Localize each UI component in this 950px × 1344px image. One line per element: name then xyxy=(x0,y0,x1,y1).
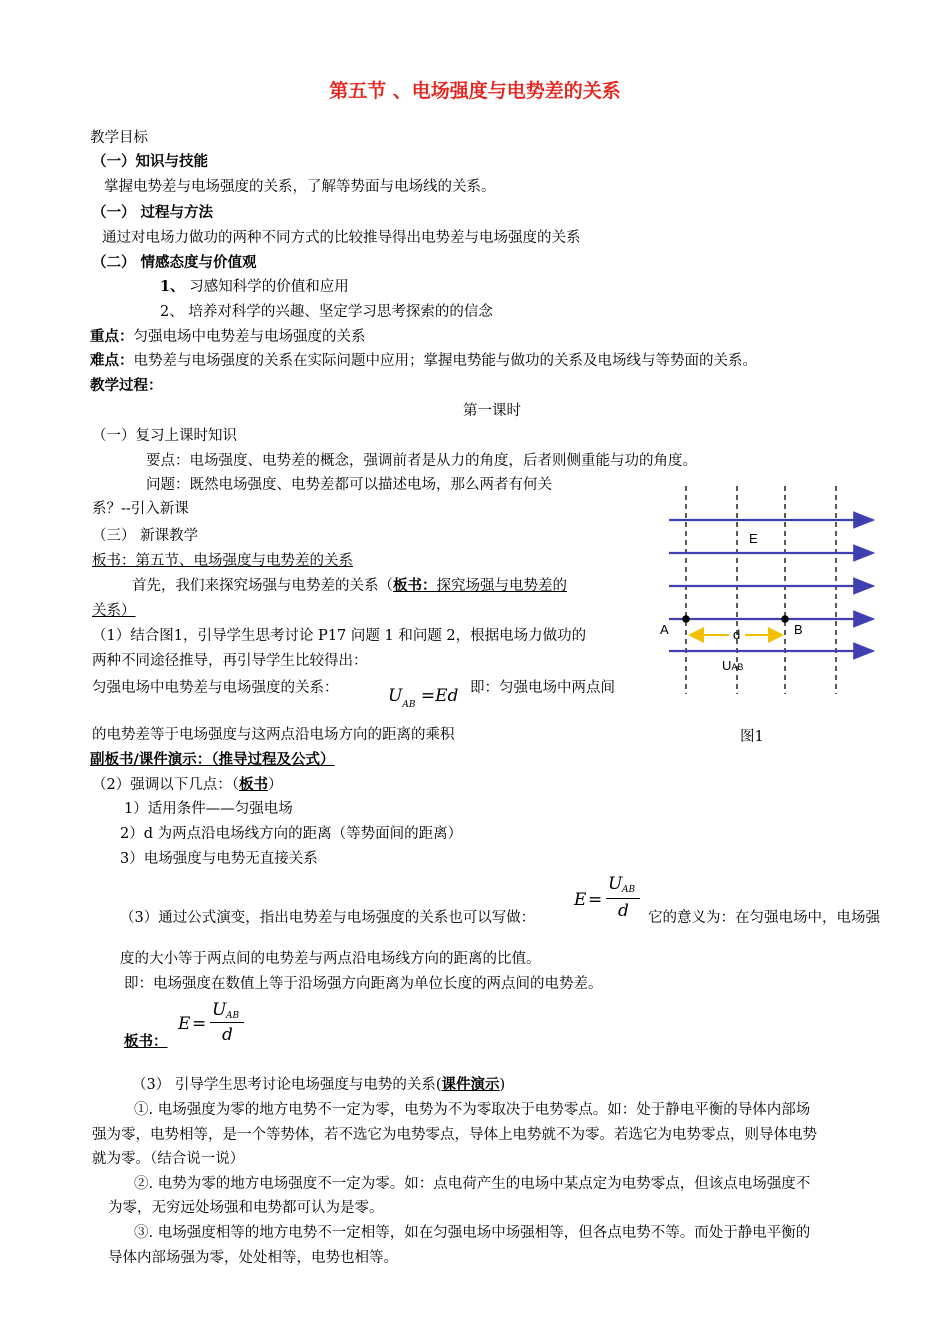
point-a xyxy=(682,615,690,623)
attitude-item-1-text: 习感知科学的价值和应用 xyxy=(189,279,349,295)
step1-line-3-prefix: 匀强电场中电势差与电场强度的关系： xyxy=(92,680,339,696)
step1-line-2: 两种不同途径推导，再引导学生比较得出： xyxy=(92,653,368,669)
process-section-heading: 教学过程： xyxy=(90,378,163,394)
formula1-rhs: Ed xyxy=(435,686,459,706)
board-formula-e xyxy=(176,998,256,1050)
voltage-label-u: U xyxy=(722,658,732,673)
step4-heading-suffix: ) xyxy=(499,1077,506,1093)
step1-line-3-suffix: 即：匀强电场中两点间 xyxy=(470,680,615,696)
point-b xyxy=(781,615,789,623)
claim-3-line-1: ③. 电场强度相等的地方电势不一定相等，如在匀强电场中场强相等，但各点电势不等。而处于静电平衡的 xyxy=(134,1225,811,1241)
claim-1-line-3: 就为零。（结合说一说） xyxy=(92,1151,245,1167)
formula2-eq: = xyxy=(192,1014,207,1034)
review-heading: （一）复习上课时知识 xyxy=(92,428,237,444)
knowledge-heading: （一）知识与技能 xyxy=(92,154,208,170)
claim-3-line-2: 导体内部场强为零，处处相等，电势也相等。 xyxy=(108,1250,398,1266)
step3-line-1-suffix: 它的意义为：在匀强电场中，电场强 xyxy=(648,910,880,926)
board-intro-line-2: 关系） xyxy=(92,603,136,619)
claim-1-line-1: ①. 电场强度为零的地方电势不一定为零，电势为不为零取决于电势零点。如：处于静电平衡的导体内部场 xyxy=(134,1102,811,1118)
attitude-item-2-number: 2、 xyxy=(160,304,184,320)
difficulty-text: 电势差与电场强度的关系在实际问题中应用；掌握电势能与做功的关系及电场线与等势面的关系。 xyxy=(133,353,757,369)
formula2-num-top: U xyxy=(608,874,623,894)
new-lesson-heading: （三） 新课教学 xyxy=(92,528,199,544)
review-question-line-2: 系？--引入新课 xyxy=(92,501,189,517)
figure-caption: 图1 xyxy=(740,729,764,745)
formula2-sub: AB xyxy=(226,1011,240,1021)
formula2-den: d xyxy=(222,1025,233,1045)
objectives-heading: 教学目标 xyxy=(90,130,148,146)
step1-line-4: 的电势差等于电场强度与这两点沿电场方向的距离的乘积 xyxy=(92,727,455,743)
step2-point-3: 3）电场强度与电势无直接关系 xyxy=(120,851,318,867)
process-text: 通过对电场力做功的两种不同方式的比较推导得出电势差与电场强度的关系 xyxy=(102,230,581,246)
focus-label: 重点： xyxy=(90,329,134,345)
point-a-label: A xyxy=(660,622,669,637)
difficulty xyxy=(90,351,757,371)
process-heading: （一） 过程与方法 xyxy=(92,205,214,221)
step2-heading-prefix: （2）强调以下几点：（ xyxy=(92,777,239,793)
formula1-sub: AB xyxy=(402,700,416,710)
voltage-label xyxy=(722,658,743,673)
step4-heading xyxy=(132,1075,505,1095)
step2-point-2: 2）d 为两点沿电场线方向的距离（等势面间的距离） xyxy=(120,826,463,842)
formula-e-equals-u-over-d xyxy=(572,872,652,924)
voltage-label-sub: AB xyxy=(731,662,744,672)
claim-2-line-1: ②. 电势为零的地方电场强度不一定为零。如：点电荷产生的电场中某点定为电势零点，但该点电场强度不 xyxy=(134,1176,811,1192)
attitude-item-1 xyxy=(160,277,349,297)
point-b-label: B xyxy=(794,622,803,637)
formula2-sub-top: AB xyxy=(622,885,636,895)
lesson-label: 第一课时 xyxy=(463,403,521,419)
step3-line-1-prefix: （3）通过公式演变，指出电势差与电场强度的关系也可以写做： xyxy=(120,910,536,926)
attitude-item-1-number: 1、 xyxy=(160,278,185,295)
claim-2-line-2: 为零，无穷远处场强和电势都可认为是零。 xyxy=(108,1200,384,1216)
step4-heading-prefix: （3） 引导学生思考讨论电场强度与电势的关系( xyxy=(132,1077,442,1093)
board-title-text: 板书：第五节、电场强度与电势差的关系 xyxy=(92,553,353,569)
formula2-eq-top: = xyxy=(588,890,603,910)
page-title: 第五节 、电场强度与电势差的关系 xyxy=(329,80,621,102)
claim-1-line-2: 强为零，电势相等，是一个等势体，若不选它为电势零点，导体上电势就不为零。若选它为电势零点，则导体电势 xyxy=(92,1127,817,1143)
formula2-e-top: E xyxy=(574,890,587,910)
step3-line-3: 即：电场强度在数值上等于沿场强方向距离为单位长度的两点间的电势差。 xyxy=(124,976,603,992)
step3-board-label: 板书： xyxy=(124,1034,168,1050)
step1-line-1: （1）结合图1，引导学生思考讨论 P17 问题 1 和问题 2，根据电场力做功的 xyxy=(92,628,587,644)
board-intro-label: 板书： xyxy=(393,577,437,594)
step4-heading-label: 课件演示 xyxy=(441,1077,500,1093)
focus xyxy=(90,327,366,347)
step2-heading xyxy=(92,775,282,795)
distance-label: d xyxy=(733,627,741,642)
attitude-item-2-text: 培养对科学的兴趣、坚定学习思考探索的的信念 xyxy=(188,304,493,320)
fraction-bar xyxy=(606,898,640,899)
knowledge-text: 掌握电势差与电场强度的关系，了解等势面与电场线的关系。 xyxy=(104,179,496,195)
fraction-bar-2 xyxy=(210,1022,244,1023)
formula1-eq: = xyxy=(420,686,436,706)
board-intro xyxy=(132,576,567,596)
step3-line-2: 度的大小等于两点间的电势差与两点沿电场线方向的距离的比值。 xyxy=(120,951,541,967)
sub-board-heading: 副板书/课件演示：（推导过程及公式） xyxy=(90,752,335,768)
formula-u-equals-ed xyxy=(388,686,458,709)
field-label: E xyxy=(749,531,758,546)
board-intro-prefix: 首先，我们来探究场强与电势差的关系（ xyxy=(132,578,393,594)
review-points: 要点：电场强度、电势差的概念，强调前者是从力的角度，后者则侧重能与功的角度。 xyxy=(146,453,697,469)
difficulty-label: 难点： xyxy=(90,353,134,369)
figure-uniform-field xyxy=(655,478,885,698)
formula2-num: U xyxy=(212,1000,227,1020)
attitude-item-2 xyxy=(160,302,493,322)
formula1-u: U xyxy=(388,686,403,706)
step2-point-1: 1）适用条件——匀强电场 xyxy=(124,801,293,817)
board-title xyxy=(92,551,353,571)
board-intro-rest: 探究场强与电势差的 xyxy=(436,578,567,594)
attitude-heading: （二） 情感态度与价值观 xyxy=(92,255,257,271)
step2-heading-label: 板书 xyxy=(238,777,268,793)
focus-text: 匀强电场中电势差与电场强度的关系 xyxy=(133,329,366,345)
review-question-line-1: 问题：既然电场强度、电势差都可以描述电场，那么两者有何关 xyxy=(146,477,552,493)
formula2-e: E xyxy=(178,1014,191,1034)
step2-heading-suffix: ） xyxy=(267,777,283,793)
formula2-den-top: d xyxy=(618,901,629,921)
